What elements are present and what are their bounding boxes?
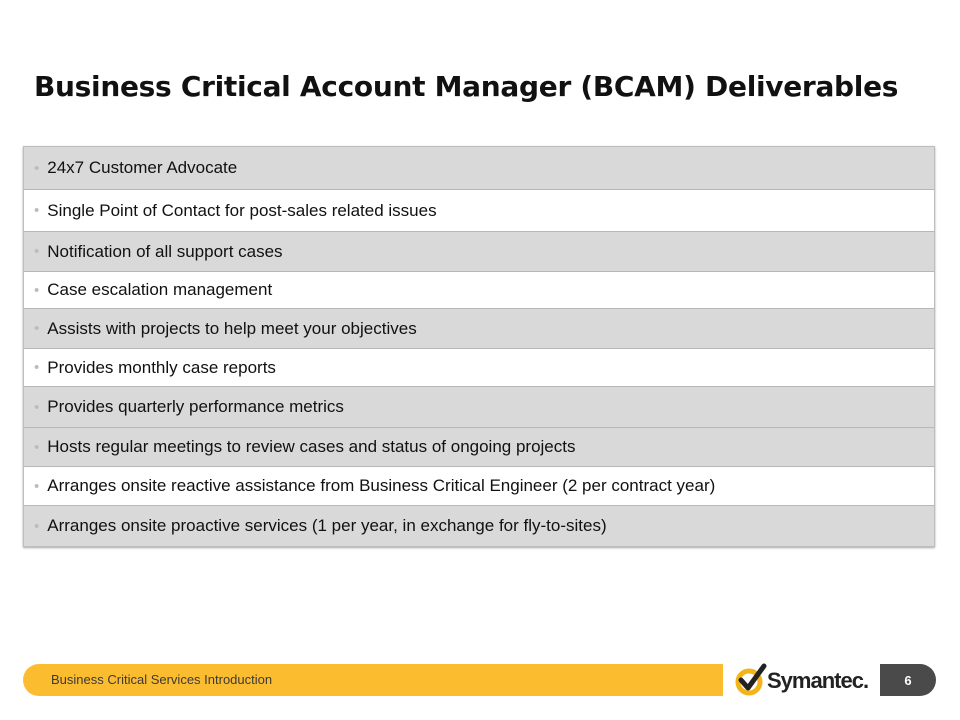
row-text: Arranges onsite reactive assistance from Business Critical Engineer (2 per contract year) <box>47 476 716 495</box>
bullet-icon: • <box>34 398 40 416</box>
table-row <box>24 467 934 506</box>
row-text: Provides monthly case reports <box>47 357 276 377</box>
bullet-icon: • <box>34 281 40 299</box>
checkmark-logo-icon <box>735 662 767 698</box>
row-text: 24x7 Customer Advocate <box>47 158 238 177</box>
deliverables-table <box>23 146 935 547</box>
footer-text: Business Critical Services Introduction <box>51 672 273 687</box>
table-row <box>24 190 934 232</box>
bullet-icon: • <box>34 359 40 376</box>
bullet-icon: • <box>34 243 40 260</box>
row-text: Notification of all support cases <box>47 241 283 261</box>
bullet-icon: • <box>34 320 40 337</box>
page-number: 6 <box>880 664 936 696</box>
bullet-icon: • <box>34 159 40 177</box>
table-row <box>24 147 934 190</box>
row-text: Provides quarterly performance metrics <box>47 397 344 416</box>
brand-wordmark: Symantec. <box>767 668 869 693</box>
table-row <box>24 428 934 467</box>
bullet-icon: • <box>34 202 40 219</box>
table-row <box>24 232 934 272</box>
row-text: Case escalation management <box>47 280 273 299</box>
row-text: Arranges onsite proactive services (1 per year, in exchange for fly-to-sites) <box>47 516 607 535</box>
table-row <box>24 309 934 349</box>
table-row <box>24 349 934 387</box>
table-row <box>24 506 934 546</box>
table-row <box>24 387 934 428</box>
row-text: Assists with projects to help meet your objectives <box>47 318 417 338</box>
table-row <box>24 272 934 309</box>
bullet-icon: • <box>34 438 40 456</box>
row-text: Single Point of Contact for post-sales related issues <box>47 200 437 220</box>
footer-bar <box>23 664 723 696</box>
slide-title: Business Critical Account Manager (BCAM) Deliverables <box>34 70 899 103</box>
bullet-icon: • <box>34 517 40 535</box>
row-text: Hosts regular meetings to review cases and status of ongoing projects <box>47 437 576 456</box>
symantec-logo <box>735 662 873 698</box>
bullet-icon: • <box>34 477 40 495</box>
